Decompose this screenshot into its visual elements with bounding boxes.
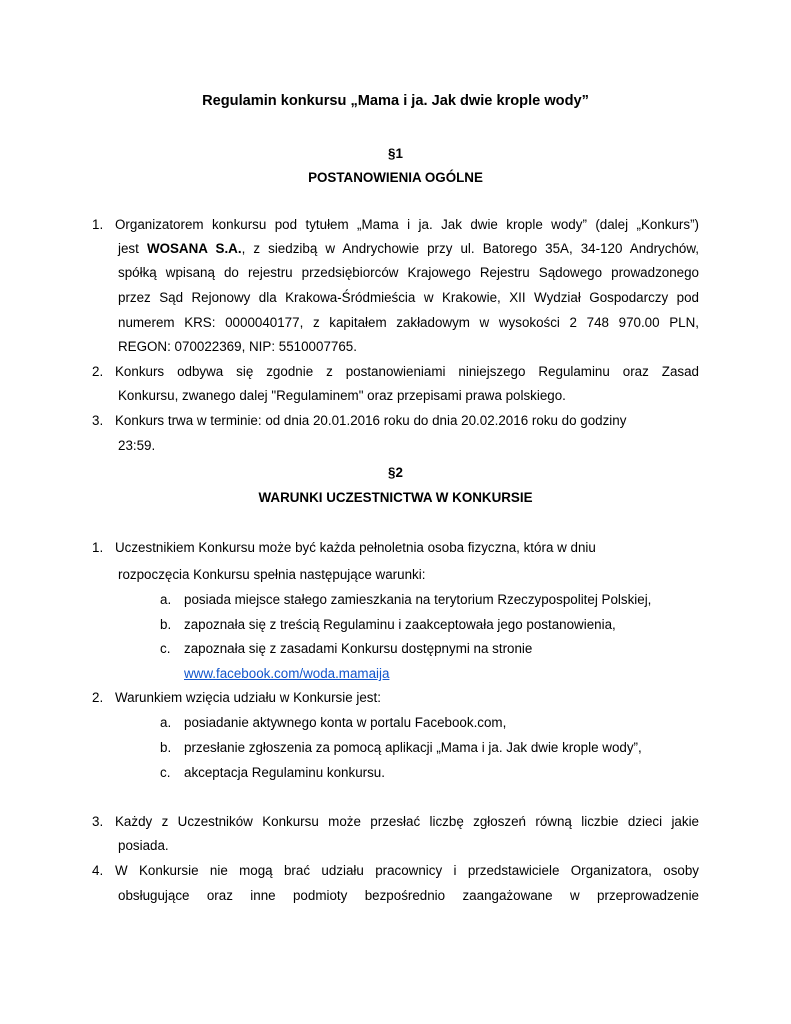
subitem-letter: c. [160, 641, 171, 656]
paragraph-line: W Konkursie nie mogą brać udziału pracownicy i przedstawiciele Organizatora, osoby [115, 863, 699, 878]
paragraph-line: obsługujące oraz inne podmioty bezpośrednio zaangażowane w przeprowadzenie [118, 888, 699, 903]
paragraph-line: posiada. [118, 838, 169, 853]
facebook-page-link[interactable]: www.facebook.com/woda.mamaija [184, 666, 390, 681]
paragraph-line: REGON: 070022369, NIP: 5510007765. [118, 339, 357, 354]
subitem-text: posiada miejsce stałego zamieszkania na terytorium Rzeczypospolitej Polskiej, [184, 592, 652, 607]
organizer-name: WOSANA S.A. [146, 241, 242, 256]
section-2-number: §2 [388, 465, 403, 480]
item-number: 1. [92, 540, 104, 555]
document-title: Regulamin konkursu „Mama i ja. Jak dwie krople wody” [202, 93, 589, 109]
item-number: 2. [92, 364, 104, 379]
section-1-heading: POSTANOWIENIA OGÓLNE [308, 170, 483, 185]
paragraph-line: przez Sąd Rejonowy dla Krakowa-Śródmieścia w Krakowie, XII Wydział Gospodarczy pod [118, 290, 699, 305]
item-number: 3. [92, 413, 104, 428]
paragraph-line: rozpoczęcia Konkursu spełnia następujące warunki: [118, 567, 426, 582]
subitem-letter: c. [160, 765, 171, 780]
item-number: 4. [92, 863, 104, 878]
paragraph-line [118, 241, 699, 257]
paragraph-line: spółką wpisaną do rejestru przedsiębiorców Krajowego Rejestru Sądowego prowadzonego [118, 265, 699, 280]
subitem-text: zapoznała się z treścią Regulaminu i zaakceptowała jego postanowienia, [184, 617, 616, 632]
paragraph-line: Organizatorem konkursu pod tytułem „Mama i ja. Jak dwie krople wody” (dalej „Konkurs”) [115, 217, 699, 232]
paragraph-line: numerem KRS: 0000040177, z kapitałem zakładowym w wysokości 2 748 970.00 PLN, [118, 315, 699, 330]
paragraph-line: Konkurs odbywa się zgodnie z postanowieniami niniejszego Regulaminu oraz Zasad [115, 364, 699, 379]
paragraph-line: Konkursu, zwanego dalej "Regulaminem" oraz przepisami prawa polskiego. [118, 388, 566, 403]
subitem-text: przesłanie zgłoszenia za pomocą aplikacji „Mama i ja. Jak dwie krople wody”, [184, 740, 642, 755]
paragraph-text: , z siedzibą w Andrychowie przy ul. Batorego 35A, 34-120 Andrychów, [241, 241, 699, 256]
paragraph-line: Konkurs trwa w terminie: od dnia 20.01.2016 roku do dnia 20.02.2016 roku do godziny [115, 413, 627, 428]
subitem-text: akceptacja Regulaminu konkursu. [184, 765, 385, 780]
subitem-letter: b. [160, 617, 172, 632]
subitem-text: posiadanie aktywnego konta w portalu Facebook.com, [184, 715, 507, 730]
item-number: 1. [92, 217, 104, 232]
item-number: 3. [92, 814, 104, 829]
subitem-letter: b. [160, 740, 172, 755]
section-2-heading: WARUNKI UCZESTNICTWA W KONKURSIE [258, 490, 533, 505]
facebook-link-line [184, 666, 389, 682]
paragraph-line: Warunkiem wzięcia udziału w Konkursie jest: [115, 690, 381, 705]
paragraph-text: jest [118, 241, 139, 256]
section-1-number: §1 [388, 146, 403, 161]
paragraph-line: Uczestnikiem Konkursu może być każda pełnoletnia osoba fizyczna, która w dniu [115, 540, 596, 555]
subitem-text: zapoznała się z zasadami Konkursu dostępnymi na stronie [184, 641, 533, 656]
subitem-letter: a. [160, 592, 172, 607]
paragraph-line: Każdy z Uczestników Konkursu może przesłać liczbę zgłoszeń równą liczbie dzieci jakie [115, 814, 699, 829]
item-number: 2. [92, 690, 104, 705]
paragraph-line: 23:59. [118, 438, 156, 453]
subitem-letter: a. [160, 715, 172, 730]
